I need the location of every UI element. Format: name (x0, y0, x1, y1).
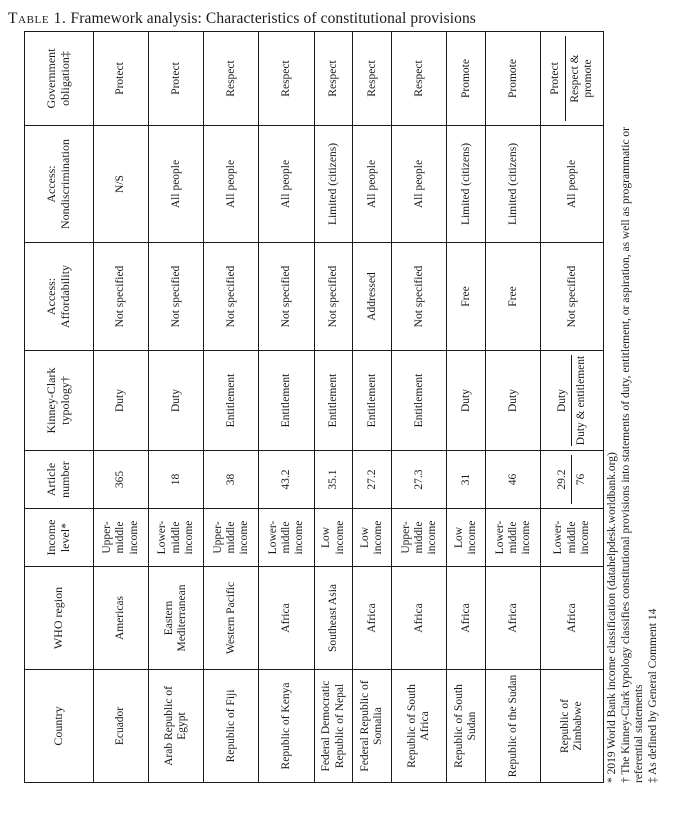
table-title (8, 10, 698, 28)
cell-typology (392, 351, 447, 451)
cell-typology-part: Entitlement (365, 373, 378, 428)
cell-income: Low income (353, 509, 392, 567)
cell-article-part: 29.2 (555, 469, 568, 490)
cell-obligation-part: Promote (506, 59, 519, 98)
cell-region: Africa (392, 567, 447, 670)
framework-table (24, 31, 604, 783)
cell-obligation (353, 32, 392, 126)
cell-obligation-part: Protect (169, 62, 182, 95)
cell-affordability: Free (486, 243, 541, 351)
cell-article (392, 451, 447, 509)
cell-nondiscrimination: All people (353, 126, 392, 243)
cell-article (94, 451, 149, 509)
cell-article-part: 38 (224, 473, 237, 486)
cell-country: Republic of Fiji (204, 670, 259, 783)
cell-income: Upper-middle income (204, 509, 259, 567)
table-row (314, 32, 353, 783)
cell-region: Southeast Asia (314, 567, 353, 670)
cell-income: Low income (314, 509, 353, 567)
cell-obligation (541, 32, 604, 126)
table-row (94, 32, 149, 783)
cell-typology (447, 351, 486, 451)
cell-article (314, 451, 353, 509)
cell-nondiscrimination: Limited (citizens) (314, 126, 353, 243)
cell-typology (259, 351, 314, 451)
cell-nondiscrimination: All people (259, 126, 314, 243)
cell-income: Upper-middle income (94, 509, 149, 567)
cell-obligation (392, 32, 447, 126)
cell-article-part: 76 (571, 455, 588, 504)
cell-income: Low income (447, 509, 486, 567)
cell-typology-part: Duty (169, 389, 182, 412)
cell-country: Ecuador (94, 670, 149, 783)
cell-typology (149, 351, 204, 451)
cell-country: Republic of South Africa (392, 670, 447, 783)
cell-income: Lower-middle income (541, 509, 604, 567)
cell-typology-part: Duty & entitlement (571, 355, 588, 446)
cell-article (353, 451, 392, 509)
cell-income: Upper-middle income (392, 509, 447, 567)
cell-article (486, 451, 541, 509)
cell-country: Republic of Kenya (259, 670, 314, 783)
cell-obligation (447, 32, 486, 126)
cell-income: Lower-middle income (259, 509, 314, 567)
cell-article-part: 35.1 (326, 469, 339, 490)
cell-typology (353, 351, 392, 451)
cell-affordability: Free (447, 243, 486, 351)
cell-country: Republic of South Sudan (447, 670, 486, 783)
cell-obligation-part: Protect (114, 62, 127, 95)
cell-affordability: Not specified (541, 243, 604, 351)
rotated-table-block (24, 32, 659, 783)
cell-article-part: 31 (459, 473, 472, 486)
footnote: † The Kinney-Clark typology classifies constitutional provisions into statements of duty, entitlement, or aspiration, as well as programmatic or (619, 126, 632, 783)
table-row (392, 32, 447, 783)
header-country: Country (25, 670, 94, 783)
cell-country: Republic of Zimbabwe (541, 670, 604, 783)
cell-obligation-part: Respect (412, 60, 425, 97)
cell-nondiscrimination: Limited (citizens) (447, 126, 486, 243)
cell-obligation (149, 32, 204, 126)
cell-region: Africa (486, 567, 541, 670)
cell-affordability: Not specified (94, 243, 149, 351)
cell-income: Lower-middle income (149, 509, 204, 567)
header-obligation: Government obligation‡ (25, 32, 94, 126)
cell-country: Republic of the Sudan (486, 670, 541, 783)
table-row (353, 32, 392, 783)
cell-typology-part: Duty (459, 389, 472, 412)
cell-affordability: Not specified (259, 243, 314, 351)
cell-nondiscrimination: All people (392, 126, 447, 243)
cell-article (204, 451, 259, 509)
cell-nondiscrimination: All people (204, 126, 259, 243)
table-body (94, 32, 604, 783)
cell-affordability: Not specified (392, 243, 447, 351)
cell-affordability: Addressed (353, 243, 392, 351)
cell-region: Africa (353, 567, 392, 670)
cell-typology (204, 351, 259, 451)
cell-income: Lower-middle income (486, 509, 541, 567)
cell-article-part: 18 (169, 473, 182, 486)
cell-obligation-part: Respect & promote (565, 36, 595, 121)
cell-affordability: Not specified (314, 243, 353, 351)
header-nondiscrimination: Access: Nondiscrimination (25, 126, 94, 243)
cell-obligation-part: Respect (365, 60, 378, 97)
cell-typology-part: Duty (555, 389, 568, 412)
cell-obligation-part: Protect (549, 62, 562, 95)
cell-affordability: Not specified (204, 243, 259, 351)
footnote: referential statements (633, 684, 646, 783)
cell-article-part: 43.2 (279, 469, 292, 490)
cell-typology (94, 351, 149, 451)
table-row (541, 32, 604, 783)
header-typology: Kinney-Clark typology† (25, 351, 94, 451)
table-row (486, 32, 541, 783)
cell-affordability: Not specified (149, 243, 204, 351)
cell-article (447, 451, 486, 509)
cell-region: Western Pacific (204, 567, 259, 670)
cell-nondiscrimination: N/S (94, 126, 149, 243)
cell-typology-part: Entitlement (224, 373, 237, 428)
cell-country: Arab Republic of Egypt (149, 670, 204, 783)
footnote: ‡ As defined by General Comment 14 (646, 608, 659, 783)
cell-obligation (259, 32, 314, 126)
cell-article (259, 451, 314, 509)
cell-region: Americas (94, 567, 149, 670)
cell-article-part: 27.2 (365, 469, 378, 490)
cell-obligation (94, 32, 149, 126)
cell-nondiscrimination: All people (541, 126, 604, 243)
table-row (149, 32, 204, 783)
header-article: Article number (25, 451, 94, 509)
table-row (447, 32, 486, 783)
cell-article (541, 451, 604, 509)
cell-typology-part: Entitlement (279, 373, 292, 428)
footnote: * 2019 World Bank income classification (datahelpdesk.worldbank.org) (606, 452, 618, 783)
cell-obligation-part: Respect (326, 60, 339, 97)
cell-nondiscrimination: All people (149, 126, 204, 243)
cell-obligation-part: Promote (459, 59, 472, 98)
cell-typology (486, 351, 541, 451)
cell-article-part: 365 (114, 470, 127, 489)
table-footnotes (606, 32, 660, 783)
table-label: Table 1. (8, 10, 67, 27)
cell-obligation (204, 32, 259, 126)
cell-obligation (314, 32, 353, 126)
cell-article (149, 451, 204, 509)
cell-typology-part: Entitlement (412, 373, 425, 428)
cell-region: Eastern Mediterranean (149, 567, 204, 670)
header-affordability: Access: Affordability (25, 243, 94, 351)
header-income: Income level* (25, 509, 94, 567)
cell-article-part: 27.3 (412, 469, 425, 490)
cell-typology-part: Entitlement (326, 373, 339, 428)
cell-typology-part: Duty (506, 389, 519, 412)
cell-typology (314, 351, 353, 451)
cell-obligation-part: Respect (279, 60, 292, 97)
cell-article-part: 46 (506, 473, 519, 486)
table-row (259, 32, 314, 783)
cell-country: Federal Democratic Republic of Nepal (314, 670, 353, 783)
cell-nondiscrimination: Limited (citizens) (486, 126, 541, 243)
table-row (204, 32, 259, 783)
cell-typology-part: Duty (114, 389, 127, 412)
header-region: WHO region (25, 567, 94, 670)
cell-region: Africa (259, 567, 314, 670)
cell-region: Africa (541, 567, 604, 670)
cell-typology (541, 351, 604, 451)
header-row (25, 32, 94, 783)
table-caption: Framework analysis: Characteristics of constitutional provisions (70, 10, 476, 27)
cell-region: Africa (447, 567, 486, 670)
cell-obligation (486, 32, 541, 126)
cell-country: Federal Republic of Somalia (353, 670, 392, 783)
cell-obligation-part: Respect (224, 60, 237, 97)
